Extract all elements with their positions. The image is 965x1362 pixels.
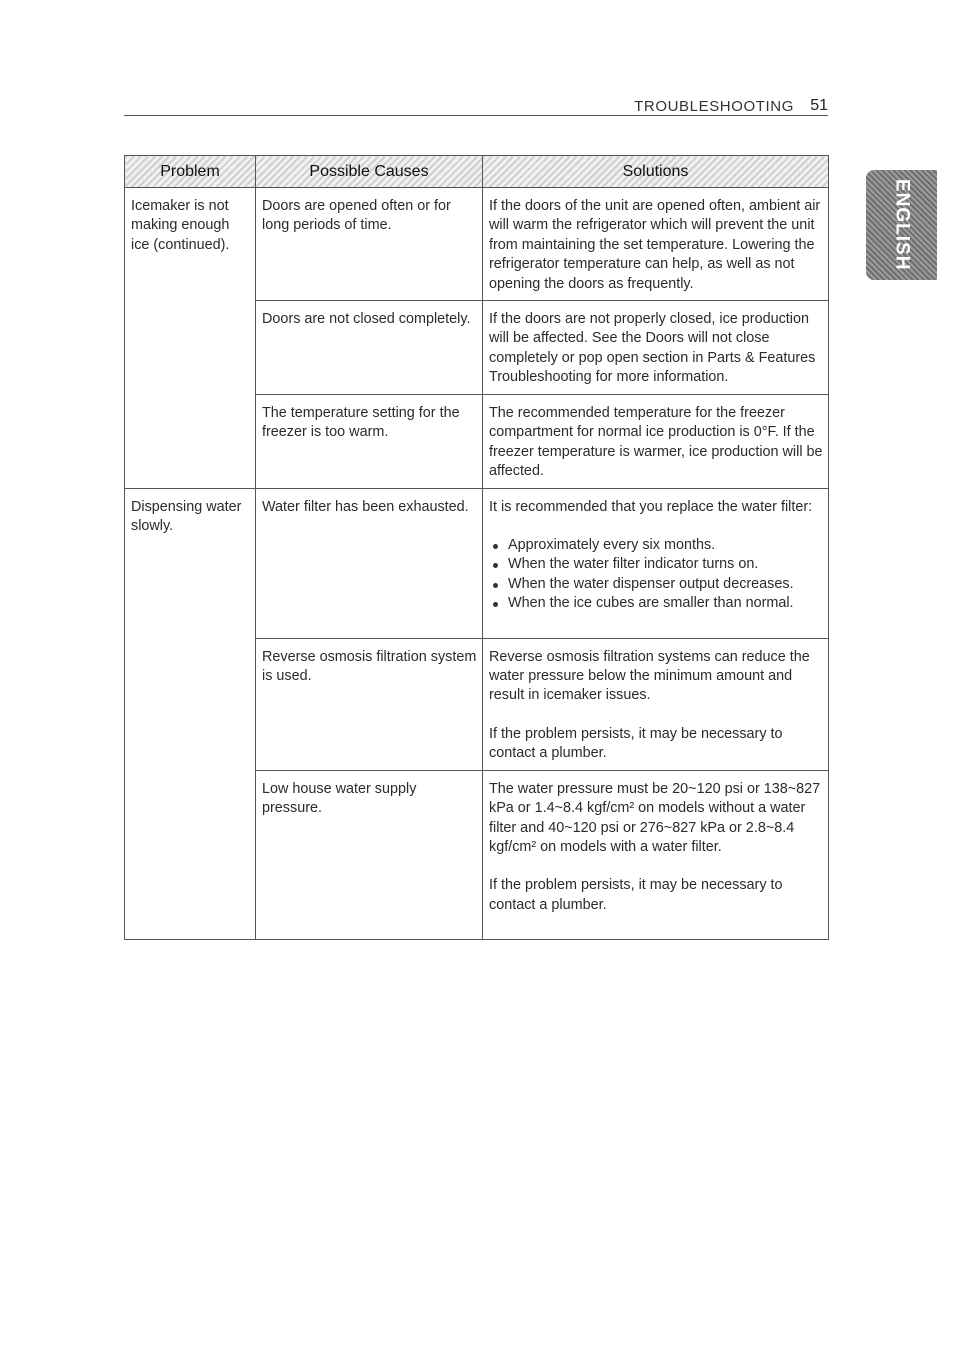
solution-cell: [483, 188, 829, 301]
solution-text: The water pressure must be 20~120 psi or 138~827 kPa or 1.4~8.4 kgf/cm² on models without a water filter and 40~120 psi or 276~827 kPa or 2.8~8.4 kgf/cm² on models with a water filter.: [489, 780, 821, 855]
page-number: 51: [810, 97, 828, 114]
table-header-row: [125, 156, 829, 188]
solution-cell: [483, 301, 829, 395]
cause-cell: Low house water supply pressure.: [256, 770, 483, 939]
cause-cell: Reverse osmosis filtration system is used.: [256, 638, 483, 770]
table-row: [125, 488, 829, 638]
solution-text: Reverse osmosis filtration systems can reduce the water pressure below the minimum amount and result in icemaker issues.: [489, 648, 810, 704]
cause-cell: Doors are not closed completely.: [256, 301, 483, 395]
solution-bullet-list: [489, 536, 823, 614]
cause-cell: Doors are opened often or for long periods of time.: [256, 188, 483, 301]
column-header-causes: Possible Causes: [256, 156, 483, 188]
column-header-problem: Problem: [125, 156, 256, 188]
language-tab: [866, 170, 937, 280]
solution-text: If the doors of the unit are opened often, ambient air will warm the refrigerator which will prevent the unit from maintaining the set temperature. Lowering the refrigerator temperature can help, as well as not opening the doors as frequently.: [489, 198, 821, 292]
solution-text: It is recommended that you replace the water filter:: [489, 498, 813, 515]
cause-cell: The temperature setting for the freezer is too warm.: [256, 395, 483, 489]
solution-text: If the doors are not properly closed, ice production will be affected. See the Doors will not close completely or pop open section in Parts & Features Troubleshooting for more information.: [489, 311, 816, 386]
solution-cell: [483, 770, 829, 939]
language-tab-label: ENGLISH: [891, 179, 913, 271]
column-header-solutions: Solutions: [483, 156, 829, 188]
cause-cell: Water filter has been exhausted.: [256, 488, 483, 638]
solution-text: If the problem persists, it may be necessary to contact a plumber.: [489, 725, 783, 762]
section-title: TROUBLESHOOTING: [634, 98, 794, 115]
page-header: [124, 96, 828, 116]
solution-cell: [483, 638, 829, 770]
solution-text: The recommended temperature for the freezer compartment for normal ice production is 0°F. If the freezer temperature is warmer, ice production will be affected.: [489, 405, 823, 480]
solution-cell: [483, 488, 829, 638]
list-item: When the ice cubes are smaller than normal.: [489, 594, 823, 613]
list-item: Approximately every six months.: [489, 536, 823, 555]
list-item: When the water dispenser output decreases.: [489, 575, 823, 594]
list-item: When the water filter indicator turns on.: [489, 555, 823, 574]
troubleshooting-table: [124, 155, 829, 940]
problem-cell: Dispensing water slowly.: [125, 488, 256, 939]
solution-cell: [483, 395, 829, 489]
problem-cell: Icemaker is not making enough ice (continued).: [125, 188, 256, 489]
table-row: [125, 188, 829, 301]
solution-text: If the problem persists, it may be necessary to contact a plumber.: [489, 877, 783, 913]
